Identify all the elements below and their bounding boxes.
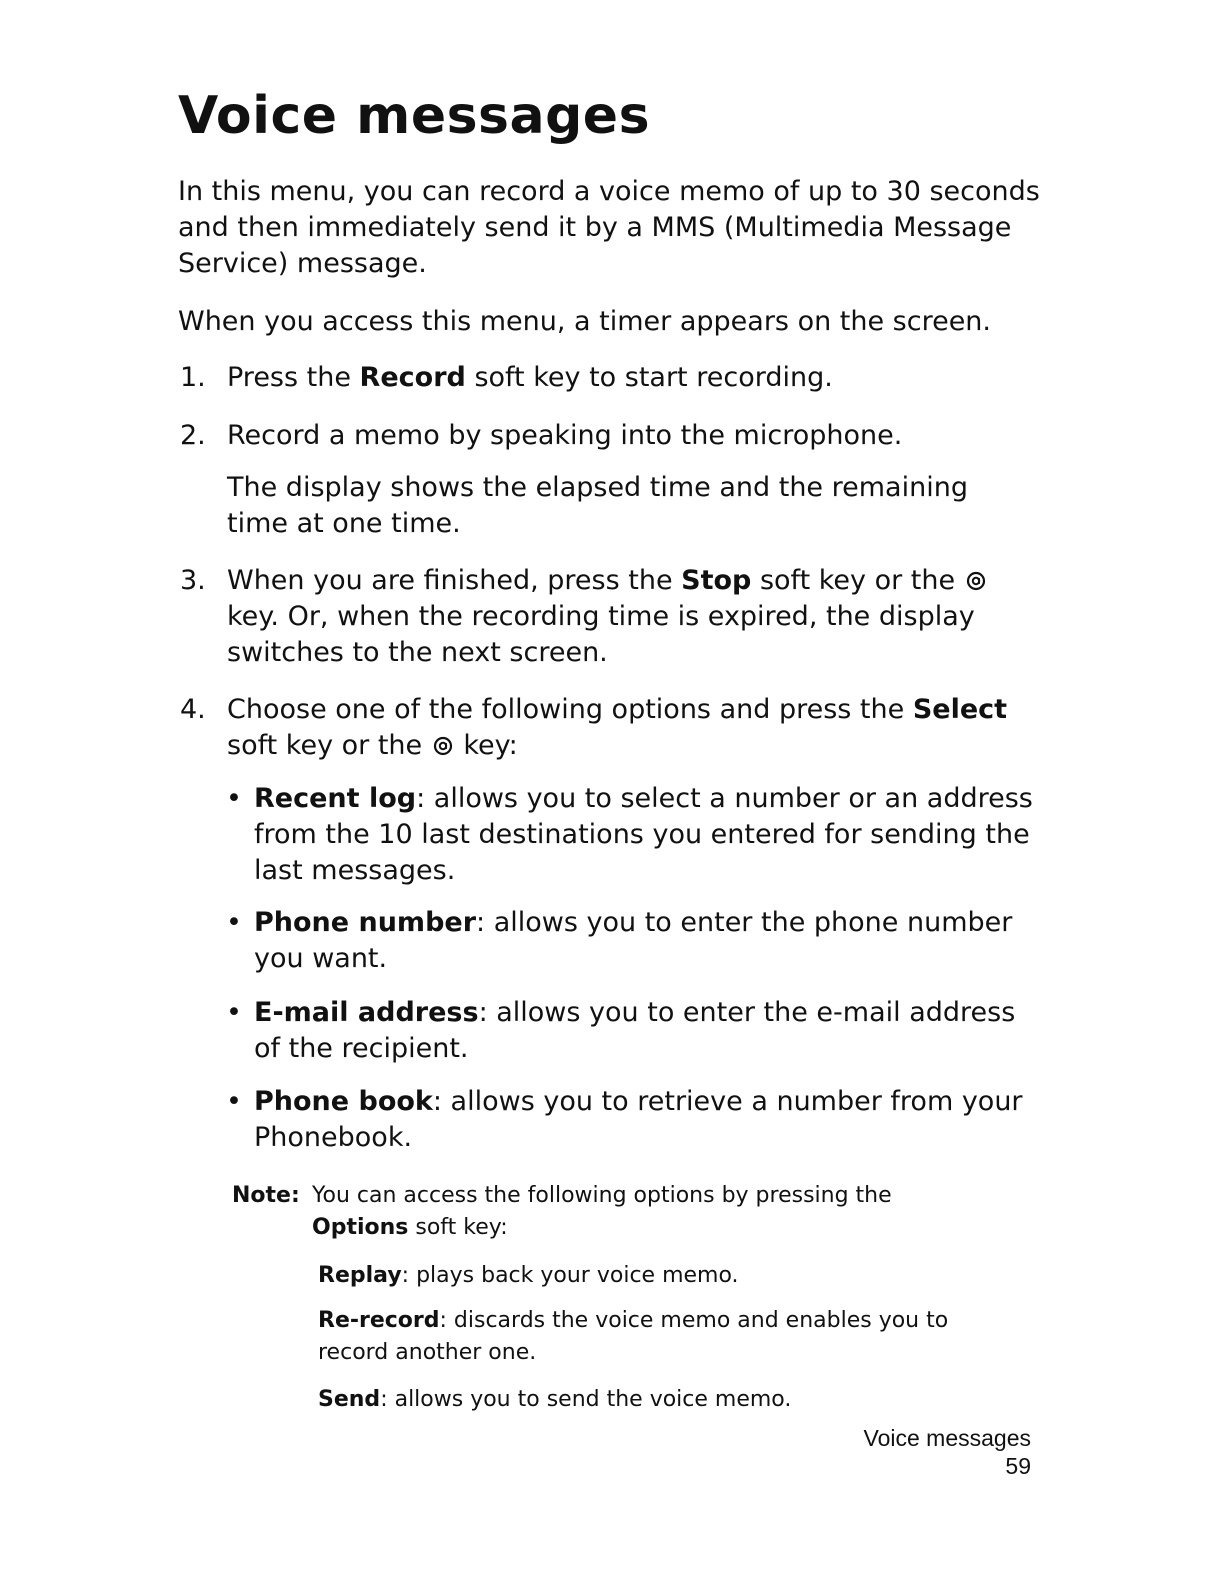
record-key-label: Record: [359, 362, 466, 393]
page-number: 59: [1005, 1453, 1031, 1479]
note-text-pre: You can access the following options by pressing the: [312, 1183, 892, 1208]
step-number: 3.: [180, 565, 206, 596]
option-label: Phone number: [254, 907, 477, 938]
step-4: [180, 692, 1040, 764]
step-text-post: key. Or, when the recording time is expired, the display switches to the next screen.: [227, 601, 975, 668]
option-description: : allows you to select a number or an address from the 10 last destinations you entered for sending the last messages.: [254, 783, 1033, 886]
step-text-mid: soft key or the: [751, 565, 964, 596]
step-text-pre: Choose one of the following options and press the: [227, 694, 913, 725]
option-label: Recent log: [254, 783, 417, 814]
step-text: [227, 360, 1040, 396]
step-text: [227, 692, 1040, 764]
step-text-post: soft key to start recording.: [465, 362, 833, 393]
step-text: Record a memo by speaking into the microphone.: [227, 420, 903, 451]
option-description: : allows you to retrieve a number from your Phonebook.: [254, 1086, 1023, 1153]
step-text-post: key:: [454, 730, 518, 761]
note-item-label: Send: [318, 1387, 381, 1412]
option-text: [254, 995, 1046, 1067]
note-item-description: : discards the voice memo and enables you to record another one.: [318, 1308, 949, 1365]
option-email-address: [226, 995, 1046, 1067]
step-1: [180, 360, 1040, 396]
note-item-description: : allows you to send the voice memo.: [380, 1387, 792, 1412]
bullet-icon: •: [226, 783, 242, 814]
step-text: [227, 563, 1040, 671]
step-2: [180, 418, 1040, 454]
select-key-label: Select: [912, 694, 1008, 725]
bullet-icon: •: [226, 1086, 242, 1117]
note-item-description: : plays back your voice memo.: [401, 1263, 739, 1288]
stop-key-label: Stop: [681, 565, 752, 596]
note-text-post: soft key:: [408, 1215, 508, 1240]
step-number: 4.: [180, 694, 206, 725]
footer-section-title: Voice messages: [863, 1425, 1031, 1451]
note-item-re-record: [318, 1305, 1018, 1369]
step-text-pre: Press the: [227, 362, 360, 393]
note-item-label: Re-record: [318, 1308, 440, 1333]
bullet-icon: •: [226, 907, 242, 938]
step-2-detail: The display shows the elapsed time and the remaining time at one time.: [227, 472, 968, 539]
step-number: 1.: [180, 362, 206, 393]
option-description: : allows you to enter the e-mail address of the recipient.: [254, 997, 1016, 1064]
note-label: Note:: [232, 1183, 300, 1208]
ok-key-icon: [433, 736, 453, 756]
step-text-mid: soft key or the: [227, 730, 431, 761]
option-text: [254, 905, 1046, 977]
option-phone-number: [226, 905, 1046, 977]
option-recent-log: [226, 781, 1046, 889]
option-text: [254, 1084, 1046, 1156]
ok-key-icon: [966, 571, 986, 591]
option-description: : allows you to enter the phone number you want.: [254, 907, 1013, 974]
note-item-replay: [318, 1260, 1018, 1292]
note-item-label: Replay: [318, 1263, 402, 1288]
page-title: Voice messages: [178, 86, 651, 146]
bullet-icon: •: [226, 997, 242, 1028]
intro-paragraph: In this menu, you can record a voice memo of up to 30 seconds and then immediately send it by a MMS (Multimedia Message Service) message.: [178, 176, 1040, 279]
options-key-label: Options: [312, 1215, 409, 1240]
option-phone-book: [226, 1084, 1046, 1156]
note-item-send: [318, 1384, 1018, 1416]
step-number: 2.: [180, 420, 206, 451]
step-text-pre: When you are finished, press the: [227, 565, 682, 596]
note-body: [312, 1180, 992, 1244]
option-label: E-mail address: [254, 997, 479, 1028]
access-paragraph: When you access this menu, a timer appears on the screen.: [178, 306, 992, 337]
step-3: [180, 563, 1040, 671]
option-text: [254, 781, 1046, 889]
option-label: Phone book: [254, 1086, 433, 1117]
page-footer: [864, 1424, 1031, 1480]
note-block: [232, 1180, 992, 1244]
